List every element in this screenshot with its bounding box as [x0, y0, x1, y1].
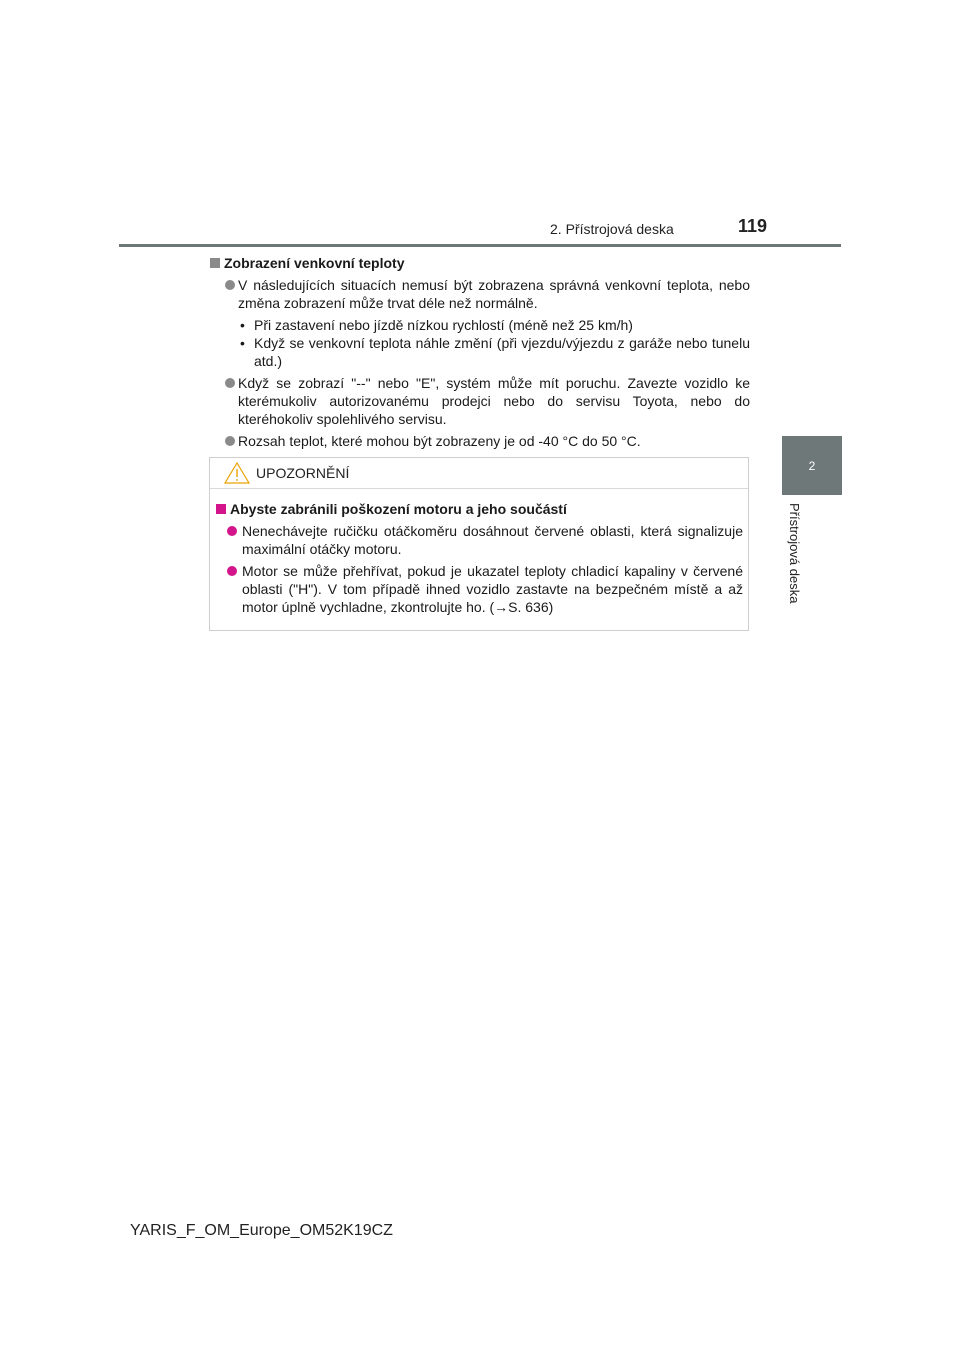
- warning-heading: [216, 500, 743, 518]
- list-item-text: Rozsah teplot, které mohou být zobrazeny je od -40 °C do 50 °C.: [238, 433, 641, 449]
- list-item-text: V následujících situacích nemusí být zobrazena správná venkovní teplota, nebo změna zobrazení může trvat déle než normálně.: [238, 277, 750, 311]
- list-item: [210, 374, 750, 428]
- square-bullet-icon: [210, 258, 220, 268]
- warning-item: [216, 522, 743, 558]
- section-outside-temperature: [210, 254, 750, 454]
- page-number: 119: [738, 216, 768, 236]
- list-item-text: Když se zobrazí "--" nebo "E", systém může mít poruchu. Zavezte vozidlo ke kterémukoliv autorizovanému prodejci nebo do servisu Toyota, nebo do kteréhokoliv spolehlivého servisu.: [238, 375, 750, 427]
- warning-header: [210, 458, 748, 489]
- warning-body: [216, 500, 743, 620]
- warning-item: [216, 562, 743, 616]
- list-item: [210, 432, 750, 450]
- chapter-side-label: Přístrojová deska: [787, 503, 802, 604]
- circle-bullet-icon: [225, 436, 235, 446]
- warning-triangle-icon: [224, 462, 250, 484]
- warning-title: UPOZORNĚNÍ: [256, 465, 350, 481]
- section-heading-text: Zobrazení venkovní teploty: [224, 255, 405, 271]
- footer-manual-code: YARIS_F_OM_Europe_OM52K19CZ: [130, 1222, 393, 1239]
- sub-list: [238, 316, 750, 370]
- header-chapter-title: 2. Přístrojová deska: [550, 221, 674, 237]
- circle-bullet-icon: [227, 566, 237, 576]
- chapter-tab-number: 2: [808, 458, 816, 473]
- sub-list-item: • Při zastavení nebo jízdě nízkou rychlostí (méně než 25 km/h): [238, 316, 750, 334]
- circle-bullet-icon: [225, 378, 235, 388]
- warning-box: [209, 457, 749, 631]
- warning-heading-text: Abyste zabránili poškození motoru a jeho součástí: [230, 501, 567, 517]
- circle-bullet-icon: [227, 526, 237, 536]
- warning-item-text: Motor se může přehřívat, pokud je ukazatel teploty chladicí kapaliny v červené oblasti ("H"). V tom případě ihned vozidlo zastavte na bezpečném místě a až motor úplně vychladne, zkontrolujte ho. (→S. 636): [242, 563, 743, 615]
- chapter-tab: [782, 436, 842, 495]
- header-divider: [119, 244, 841, 247]
- section-heading: [210, 254, 750, 272]
- sub-list-item: • Když se venkovní teplota náhle změní (při vjezdu/výjezdu z garáže nebo tunelu atd.): [238, 334, 750, 370]
- square-bullet-icon: [216, 504, 226, 514]
- circle-bullet-icon: [225, 280, 235, 290]
- warning-item-text: Nenechávejte ručičku otáčkoměru dosáhnout červené oblasti, která signalizuje maximální otáčky motoru.: [242, 523, 743, 557]
- list-item: [210, 276, 750, 370]
